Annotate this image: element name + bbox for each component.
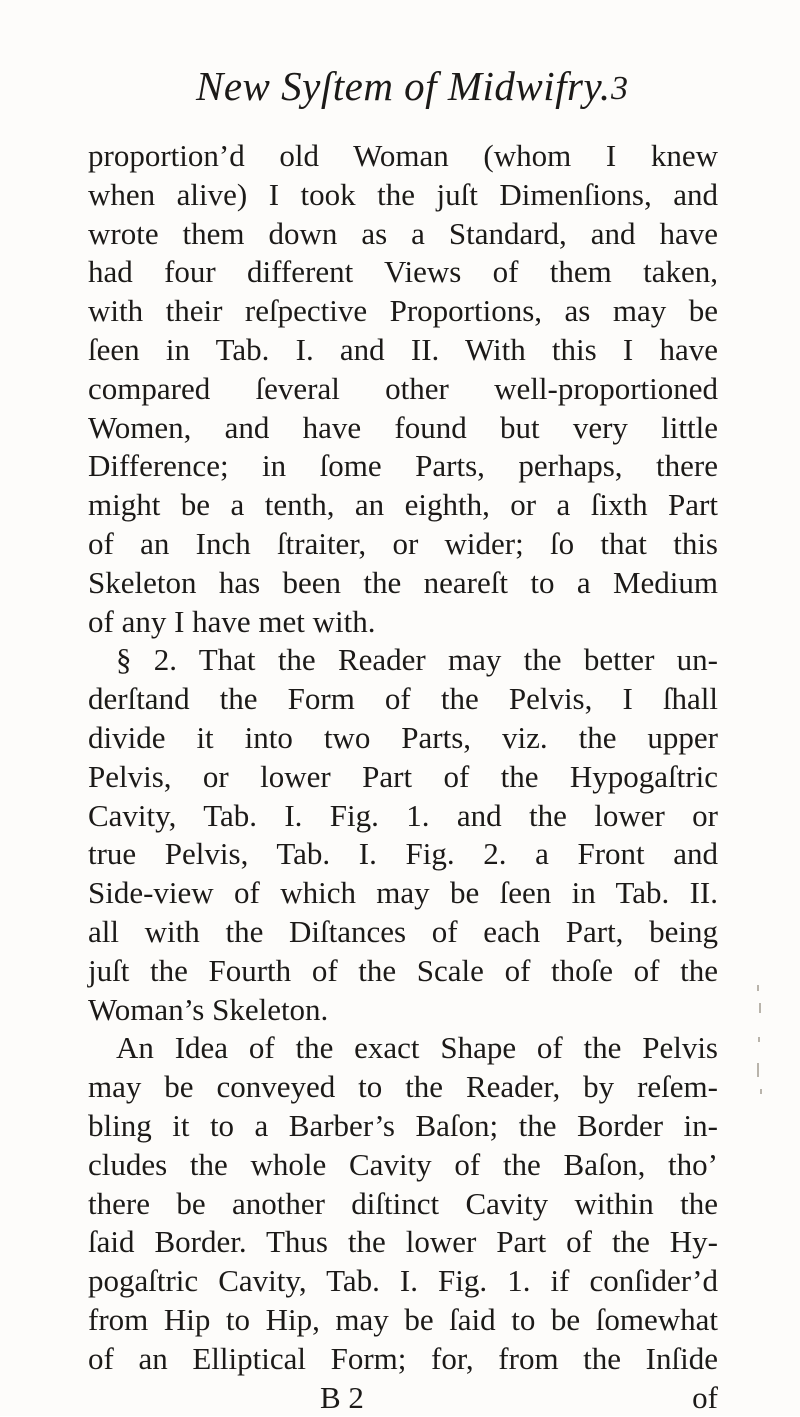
text-line: of an Elliptical Form; for, from the Inſide (88, 1340, 718, 1379)
text-line: of an Inch ſtraiter, or wider; ſo that this (88, 525, 718, 564)
text-line: with their reſpective Proportions, as may be (88, 292, 718, 331)
text-line: ſeen in Tab. I. and II. With this I have (88, 331, 718, 370)
text-line: Women, and have found but very little (88, 409, 718, 448)
text-line: bling it to a Barber’s Baſon; the Border in- (88, 1107, 718, 1146)
text-line: wrote them down as a Standard, and have (88, 215, 718, 254)
text-line: § 2. That the Reader may the better un- (88, 641, 718, 680)
margin-specks (757, 985, 769, 1105)
text-line: Side-view of which may be ſeen in Tab. II. (88, 874, 718, 913)
text-line: juſt the Fourth of the Scale of thoſe of the (88, 952, 718, 991)
catchword: of (692, 1379, 718, 1417)
text-line: divide it into two Parts, viz. the upper (88, 719, 718, 758)
text-line: Woman’s Skeleton. (88, 991, 718, 1030)
text-line: Skeleton has been the neareſt to a Medium (88, 564, 718, 603)
text-line: Difference; in ſome Parts, perhaps, there (88, 447, 718, 486)
page-number: 3 (611, 70, 628, 108)
text-line: Pelvis, or lower Part of the Hypogaſtric (88, 758, 718, 797)
body-text (88, 137, 718, 1417)
page-header (196, 62, 636, 122)
text-line: had four different Views of them taken, (88, 253, 718, 292)
text-line: of any I have met with. (88, 603, 718, 642)
running-head: New Syſtem of Midwifry. (196, 62, 611, 110)
text-line: proportion’d old Woman (whom I knew (88, 137, 718, 176)
footer-line (88, 1379, 718, 1417)
text-line: from Hip to Hip, may be ſaid to be ſomewhat (88, 1301, 718, 1340)
text-line: there be another diſtinct Cavity within the (88, 1185, 718, 1224)
text-line: might be a tenth, an eighth, or a ſixth Part (88, 486, 718, 525)
text-line: derſtand the Form of the Pelvis, I ſhall (88, 680, 718, 719)
text-line: An Idea of the exact Shape of the Pelvis (88, 1029, 718, 1068)
text-line: may be conveyed to the Reader, by reſem- (88, 1068, 718, 1107)
text-line: pogaſtric Cavity, Tab. I. Fig. 1. if conſider’d (88, 1262, 718, 1301)
text-line: cludes the whole Cavity of the Baſon, tho’ (88, 1146, 718, 1185)
text-line: all with the Diſtances of each Part, being (88, 913, 718, 952)
text-line: ſaid Border. Thus the lower Part of the Hy- (88, 1223, 718, 1262)
text-line: compared ſeveral other well-proportioned (88, 370, 718, 409)
signature-mark: B 2 (320, 1379, 364, 1417)
text-line: Cavity, Tab. I. Fig. 1. and the lower or (88, 797, 718, 836)
text-line: when alive) I took the juſt Dimenſions, and (88, 176, 718, 215)
text-line: true Pelvis, Tab. I. Fig. 2. a Front and (88, 835, 718, 874)
